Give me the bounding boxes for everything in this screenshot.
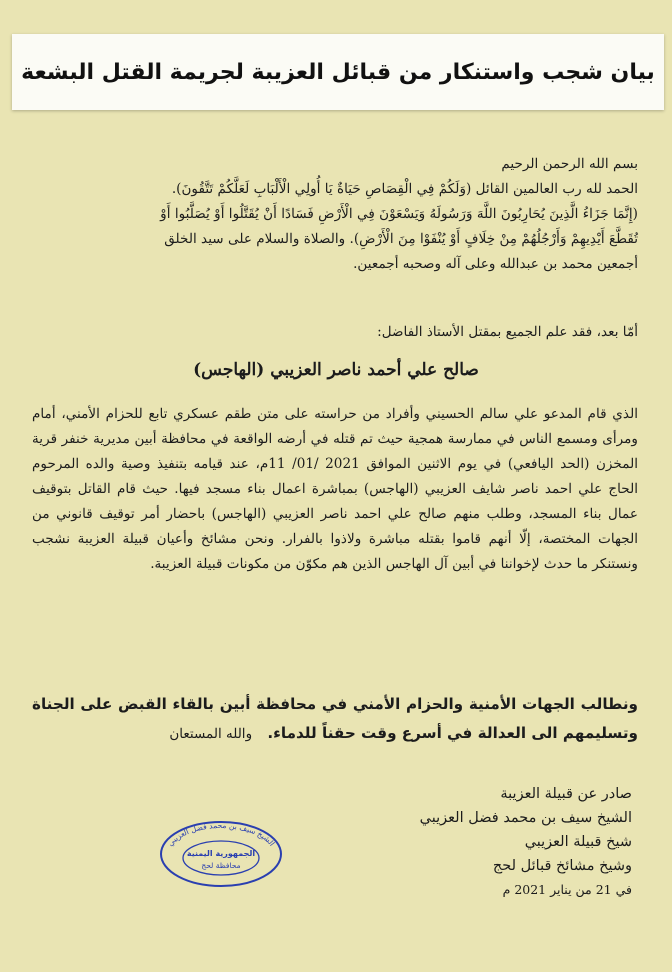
issue-date: في 21 من يناير 2021 م	[502, 882, 632, 897]
intro-line-3: تُقَطَّعَ أَيْدِيهِمْ وَأَرْجُلُهُمْ مِنْ خِلَافٍ أَوْ يُنْفَوْا مِنَ الْأَرْضِ). والصلاة والسلام على سيد الخلق	[164, 231, 638, 247]
stamp-line-1: الجمهورية اليمنية	[186, 849, 256, 858]
signature-block	[26, 782, 632, 902]
intro-line-4: أجمعين محمد بن عبدالله وعلى آله وصحبه أجمعين.	[353, 256, 638, 272]
title-banner	[12, 34, 664, 110]
document-title: بيان شجب واستنكار من قبائل العزيبة لجريمة القتل البشعة	[21, 59, 655, 85]
intro-line-2: (إِنَّمَا جَزَاءُ الَّذِينَ يُحَارِبُونَ اللَّهَ وَرَسُولَهُ وَيَسْعَوْنَ فِي الْأَرْضِ فَسَادًا أَنْ يُقَتَّلُوا أَوْ يُصَلَّبُوا أَوْ	[160, 206, 638, 222]
sheikh-name: الشيخ سيف بن محمد فضل العزيبي	[419, 810, 632, 826]
demand-block	[32, 690, 638, 749]
demand-text: ونطالب الجهات الأمنية والحزام الأمني في محافظة أبين بالقاء القبض على الجناة وتسليمهم الى العدالة في أسرع وقت حقناً للدماء.	[32, 695, 638, 742]
stamp-line-2: محافظة لحج	[201, 861, 241, 870]
after-line: أمّا بعد، فقد علم الجميع بمقتل الأستاذ الفاضل:	[377, 324, 638, 340]
body-block	[32, 402, 638, 577]
body-paragraph: الذي قام المدعو علي سالم الحسيني وأفراد من حراسته على متن طقم عسكري تابع للحزام الأمني، أمام ومرأى ومسمع الناس في ممارسة همجية حيث تم قتله في أرضه الواقعة في محافظة أبين مديرية خنفر قرية المخزن (الحد اليافعي) في يوم الاثنين الموافق 2021 /01/ 11م، عند قيامه بتنفيذ وصية والده المرحوم الحاج علي احمد ناصر شايف العزيبي (الهاجس) بمباشرة اعمال بناء مسجد فيها. حيث قام القاتل بتوقيف عمال بناء المسجد، وطلب منهم صالح علي احمد ناصر العزيبي (الهاجس) باحضار أمر توقيف قانوني من الجهات المختصة، إلّا أنهم قاموا بقتله مباشرة ولاذوا بالفرار. ونحن مشائخ وأعيان قبيلة العزيبة نشجب ونستنكر ما حدث لإخواننا في أبين آل الهاجس الذين هم مكوّن من مكونات قبيلة العزيبة.	[32, 406, 638, 572]
sheikh-role-1: شيخ قبيلة العزيبي	[524, 834, 632, 850]
official-stamp	[156, 818, 286, 888]
stamp-ring-text: الشيخ سيف بن محمد فضل العزيبي	[165, 820, 277, 848]
issued-by: صادر عن قبيلة العزيبة	[500, 786, 632, 802]
sheikh-role-2: وشيخ مشائخ قبائل لحج	[492, 858, 632, 874]
intro-block	[32, 152, 638, 277]
basmala: بسم الله الرحمن الرحيم	[501, 156, 638, 172]
intro-line-1: الحمد لله رب العالمين القائل (وَلَكُمْ فِي الْقِصَاصِ حَيَاةٌ يَا أُولِي الْأَلْبَابِ لَعَلَّكُمْ تَتَّقُونَ).	[171, 181, 638, 197]
closing-phrase: والله المستعان	[169, 726, 253, 742]
victim-name-heading: صالح علي أحمد ناصر العزيبي (الهاجس)	[193, 360, 479, 380]
demand-paragraph	[32, 690, 638, 749]
after-line-block	[32, 320, 638, 345]
